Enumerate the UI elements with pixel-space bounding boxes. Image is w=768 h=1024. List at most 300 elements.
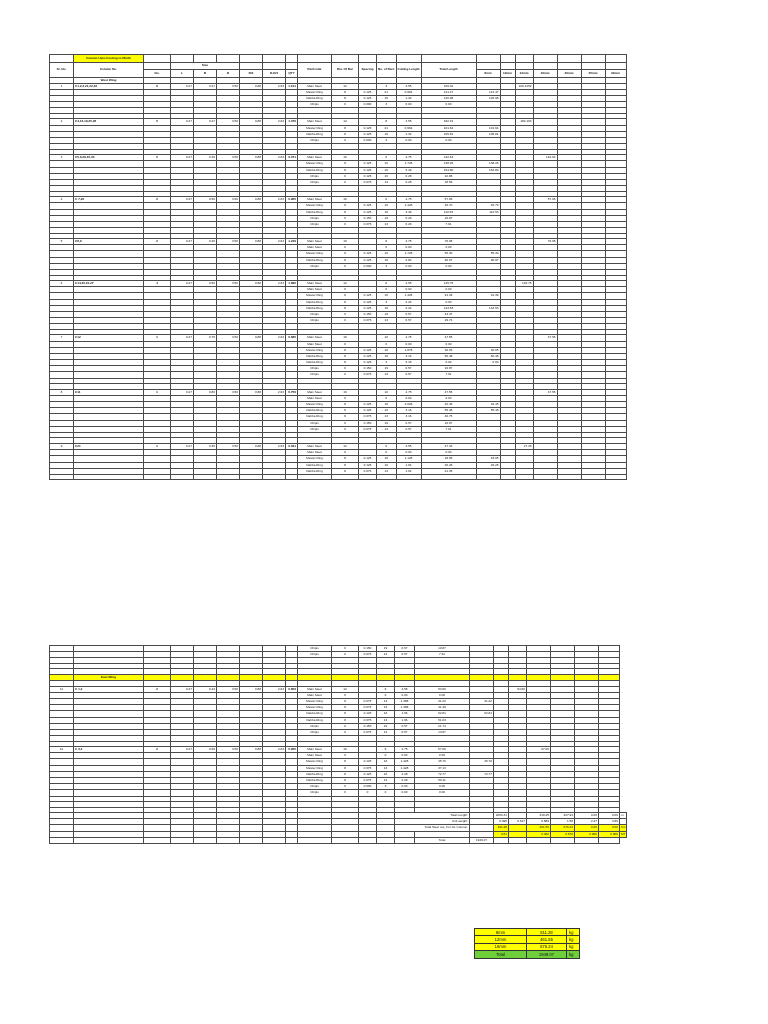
bar-dia: 8 bbox=[332, 778, 359, 784]
bar-dia: 0 bbox=[332, 341, 359, 347]
column-no: C5,6,29,15,30 bbox=[74, 155, 144, 161]
cutting-length: 0.00 bbox=[396, 450, 421, 456]
particular: Master Ring bbox=[298, 759, 332, 765]
d8-value: 62.81 bbox=[470, 711, 494, 717]
spacing: 0.125 bbox=[359, 293, 377, 299]
column-no: C 7,26 bbox=[74, 197, 144, 203]
bar-dia: 12 bbox=[332, 119, 359, 125]
summary-unit: kg bbox=[567, 951, 580, 958]
spacing: 0.150 bbox=[359, 366, 377, 372]
bar-count: 16 bbox=[377, 251, 397, 257]
spacing: 0.075 bbox=[359, 705, 377, 711]
bar-count: 13 bbox=[377, 729, 395, 735]
cutting-length: 0.57 bbox=[396, 311, 421, 317]
bar-count: 3 bbox=[377, 360, 397, 366]
cutting-length: 1.64 bbox=[396, 462, 421, 468]
particular: Dabba Ring bbox=[298, 717, 332, 723]
total-length: 0.00 bbox=[421, 395, 476, 401]
total-length: 27.33 bbox=[421, 443, 476, 449]
cutting-length: 1.388 bbox=[395, 705, 415, 711]
bar-dia: 8 bbox=[332, 131, 359, 137]
total-length: 0.00 bbox=[415, 753, 470, 759]
cutting-length: 1.128 bbox=[396, 456, 421, 462]
sr-no: 4 bbox=[50, 197, 74, 203]
dim-d4: 0.88 bbox=[240, 239, 263, 245]
qty: 0.905 bbox=[286, 747, 298, 753]
particular: Main Steel bbox=[298, 747, 332, 753]
dim-d4: 0.88 bbox=[240, 119, 263, 125]
total-length: 10.87 bbox=[421, 366, 476, 372]
dim-d4: 0.88 bbox=[240, 686, 263, 692]
steel-mt-unit: MT bbox=[621, 831, 626, 836]
sr-no: 8 bbox=[50, 389, 74, 395]
particular: Chipis bbox=[298, 138, 332, 144]
cutting-length: 0.00 bbox=[396, 395, 421, 401]
col-count: 1 bbox=[144, 335, 171, 341]
particular: Dabba Ring bbox=[298, 778, 332, 784]
empty-cell bbox=[194, 837, 217, 843]
col-d20-header: 20mm bbox=[557, 70, 581, 78]
empty-cell bbox=[476, 474, 500, 480]
bar-dia: 0 bbox=[332, 729, 359, 735]
dim-l: 0.27 bbox=[171, 239, 194, 245]
total_length-value: 427.93 bbox=[551, 813, 575, 819]
spacing: 0.150 bbox=[359, 420, 377, 426]
total-length: 51.03 bbox=[415, 717, 470, 723]
particular: Master Ring bbox=[298, 765, 332, 771]
empty-cell bbox=[551, 837, 575, 843]
cutting-length: 0.57 bbox=[396, 426, 421, 432]
spacing: 0.000 bbox=[359, 263, 377, 269]
qty: 1.101 bbox=[286, 83, 298, 89]
particular: Dabba Ring bbox=[298, 408, 332, 414]
particular: Chipis bbox=[298, 723, 332, 729]
particular: Dabba Ring bbox=[298, 167, 332, 173]
dim-l: 0.27 bbox=[171, 281, 194, 287]
unit_weight-label: Unit weight: bbox=[395, 819, 470, 825]
steel-mt-value: 0.000 bbox=[599, 831, 620, 837]
qty: 1.890 bbox=[286, 281, 298, 287]
dim-b: 0.50 bbox=[194, 197, 217, 203]
spacing: 0.125 bbox=[359, 209, 377, 215]
cutting-length: 0.28 bbox=[396, 179, 421, 185]
col-nobars-header: No. of Bars bbox=[377, 62, 397, 77]
total-length: 90.97 bbox=[421, 257, 476, 263]
cutting-length: 0.57 bbox=[396, 366, 421, 372]
particular: Dabba Ring bbox=[298, 96, 332, 102]
cutting-length: 0.00 bbox=[395, 784, 415, 790]
bar-dia: 8 bbox=[332, 257, 359, 263]
total-length: 109.32 bbox=[421, 83, 476, 89]
cutting-length: 1.728 bbox=[396, 251, 421, 257]
particular: Dabba Ring bbox=[298, 257, 332, 263]
cutting-length: 4.55 bbox=[396, 443, 421, 449]
bar-dia: 0 bbox=[332, 420, 359, 426]
bar-count: 19 bbox=[377, 646, 395, 652]
empty-cell bbox=[171, 55, 194, 63]
col-D-header: D bbox=[217, 70, 240, 78]
total-length: 76.08 bbox=[421, 239, 476, 245]
col-size-header: Size bbox=[171, 62, 240, 70]
particular: Main Steel bbox=[298, 395, 332, 401]
total-length: 62.81 bbox=[415, 711, 470, 717]
summary-unit: kg bbox=[567, 943, 580, 950]
col-d8-header: 8mm bbox=[476, 70, 500, 78]
cutting-length: 0.57 bbox=[396, 372, 421, 378]
empty-cell bbox=[332, 837, 359, 843]
bar-dia: 0 bbox=[332, 366, 359, 372]
particular: Chipis bbox=[298, 311, 332, 317]
bar-count: 16 bbox=[377, 209, 397, 215]
total-length: 41.49 bbox=[415, 705, 470, 711]
unit_weight-value: 3.86 bbox=[599, 819, 620, 825]
particular: Master Ring bbox=[298, 293, 332, 299]
bar-count: 16 bbox=[377, 353, 397, 359]
cutting-length: 0.00 bbox=[396, 138, 421, 144]
empty-cell bbox=[144, 837, 171, 843]
dim-l: 0.27 bbox=[171, 389, 194, 395]
total-length: 29.74 bbox=[421, 318, 476, 324]
bar-dia: 0 bbox=[332, 221, 359, 227]
empty-cell bbox=[377, 55, 397, 63]
cutting-length: 4.75 bbox=[396, 239, 421, 245]
dim-b: 0.80 bbox=[194, 389, 217, 395]
sheet-title: Column Upto Footing to Plinth bbox=[74, 55, 144, 63]
dim-d: 3.50 bbox=[217, 443, 240, 449]
empty-cell bbox=[240, 837, 263, 843]
particular: Main Steel bbox=[298, 119, 332, 125]
bar-count: 0 bbox=[377, 395, 397, 401]
spacing: 0.125 bbox=[359, 462, 377, 468]
empty-cell bbox=[194, 55, 217, 63]
bar-dia: 8 bbox=[332, 89, 359, 95]
cutting-length: 3.49 bbox=[396, 209, 421, 215]
bar-count: 16 bbox=[377, 408, 397, 414]
particular: Chipis bbox=[298, 372, 332, 378]
empty-cell bbox=[533, 62, 557, 70]
col-count: 2 bbox=[144, 747, 171, 753]
dim-d-d4: 2.63 bbox=[263, 239, 286, 245]
dim-l: 0.27 bbox=[171, 335, 194, 341]
particular: Main Steel bbox=[298, 443, 332, 449]
cutting-length: 0.28 bbox=[396, 173, 421, 179]
steel-schedule-bottom bbox=[49, 645, 627, 844]
total-length: 182.19 bbox=[421, 119, 476, 125]
cutting-length: 4.75 bbox=[396, 389, 421, 395]
total-value: 1949.07 bbox=[470, 837, 494, 843]
total-length: 7.61 bbox=[421, 426, 476, 432]
particular: Chipis bbox=[298, 729, 332, 735]
bar-count: 16 bbox=[377, 305, 397, 311]
unit_weight-value: 2.47 bbox=[575, 819, 599, 825]
cutting-length: 1.96 bbox=[395, 711, 415, 717]
spacing: 0.125 bbox=[359, 360, 377, 366]
total-length: 21.35 bbox=[421, 468, 476, 474]
total-length: 143.53 bbox=[421, 305, 476, 311]
empty-cell bbox=[50, 474, 74, 480]
d8-value: 126.98 bbox=[476, 96, 500, 102]
cutting-length: 0.29 bbox=[396, 221, 421, 227]
bar-count: 0 bbox=[377, 245, 397, 251]
steel-mt-value: 0.000 bbox=[575, 831, 599, 837]
dim-l: 0.27 bbox=[171, 747, 194, 753]
col-total-length-header: Total Length bbox=[421, 62, 476, 77]
summary-unit: kg bbox=[567, 929, 580, 936]
bar-count: 0 bbox=[377, 341, 397, 347]
header-row bbox=[50, 62, 627, 70]
bar-count: 0 bbox=[377, 753, 395, 759]
bar-count: 16 bbox=[377, 167, 397, 173]
particular: Main Steel bbox=[298, 450, 332, 456]
cutting-length: 1.428 bbox=[396, 293, 421, 299]
total-length: 0.00 bbox=[415, 692, 470, 698]
col-L-header: L bbox=[171, 70, 194, 78]
total-length: 0.00 bbox=[421, 287, 476, 293]
bar-count: 16 bbox=[377, 161, 397, 167]
dim-d-d4: 2.63 bbox=[263, 335, 286, 341]
empty-cell bbox=[217, 474, 240, 480]
unit_weight-value: 0.617 bbox=[509, 819, 527, 825]
empty-cell bbox=[240, 474, 263, 480]
bar-dia: 0 bbox=[332, 287, 359, 293]
spacing: 0.150 bbox=[359, 311, 377, 317]
cutting-length: 2.24 bbox=[396, 299, 421, 305]
total_length-label: Total Length: bbox=[395, 813, 470, 819]
bar-count: 3 bbox=[377, 784, 395, 790]
particular: Chipis bbox=[298, 784, 332, 790]
cutting-length: 0.00 bbox=[395, 753, 415, 759]
unit_weight-value: 1.58 bbox=[551, 819, 575, 825]
total-length: 7.61 bbox=[415, 652, 470, 658]
particular: Main Steel bbox=[298, 197, 332, 203]
bar-dia: 8 bbox=[332, 125, 359, 131]
bar-count: 0 bbox=[377, 450, 397, 456]
particular: Chipis bbox=[298, 221, 332, 227]
summary-value: 676.24 bbox=[527, 943, 567, 950]
cutting-length: 2.28 bbox=[395, 778, 415, 784]
total-length: 121.47 bbox=[421, 89, 476, 95]
bar-count: 8 bbox=[377, 119, 397, 125]
col-dia-header: Dia. Of Bar bbox=[332, 62, 359, 77]
bar-count: 3 bbox=[377, 299, 397, 305]
cutting-length: 1.388 bbox=[395, 698, 415, 704]
bar-dia: 16 bbox=[332, 239, 359, 245]
spacing: 0.075 bbox=[359, 729, 377, 735]
particular: Chipis bbox=[298, 102, 332, 108]
particular: Master Ring bbox=[298, 456, 332, 462]
total-length: 18.05 bbox=[421, 456, 476, 462]
spacing: 0.125 bbox=[359, 402, 377, 408]
bar-count: 19 bbox=[377, 723, 395, 729]
cutting-length: 1.32 bbox=[396, 96, 421, 102]
bar-dia: 8 bbox=[332, 347, 359, 353]
bar-dia: 12 bbox=[332, 443, 359, 449]
cutting-length: 0.00 bbox=[395, 790, 415, 796]
total-length: 41.22 bbox=[415, 698, 470, 704]
bar-count: 13 bbox=[377, 698, 395, 704]
empty-cell bbox=[359, 55, 377, 63]
cutting-length: 4.55 bbox=[396, 281, 421, 287]
cutting-length: 1.32 bbox=[396, 131, 421, 137]
col-B-header: B bbox=[194, 70, 217, 78]
empty-cell bbox=[527, 837, 551, 843]
bar-dia: 0 bbox=[332, 311, 359, 317]
qty: 0.756 bbox=[286, 389, 298, 395]
dim-d-d4: 2.63 bbox=[263, 686, 286, 692]
particular: Master Ring bbox=[298, 347, 332, 353]
empty-cell bbox=[263, 55, 286, 63]
bar-count: 21 bbox=[377, 125, 397, 131]
qty: 3.071 bbox=[286, 155, 298, 161]
d12-value: 54.66 bbox=[509, 686, 527, 692]
steel_kg-value: 0.00 bbox=[575, 825, 599, 831]
cutting-length: 0.57 bbox=[395, 646, 415, 652]
empty-cell bbox=[74, 474, 144, 480]
summary-value: 461.55 bbox=[527, 936, 567, 943]
empty-cell bbox=[377, 474, 397, 480]
empty-cell bbox=[194, 474, 217, 480]
sr-no: 1 bbox=[50, 83, 74, 89]
total-length: 47.55 bbox=[421, 335, 476, 341]
d8-value: 32.45 bbox=[476, 402, 500, 408]
column-no: C1,2,3,21,22,33 bbox=[74, 83, 144, 89]
d8-value: 45.70 bbox=[470, 759, 494, 765]
summary-row bbox=[475, 936, 580, 943]
bar-dia: 8 bbox=[332, 765, 359, 771]
d12-value: 145.75 bbox=[515, 281, 533, 287]
total_length-value: 0.00 bbox=[599, 813, 620, 819]
spacing: 0.125 bbox=[359, 257, 377, 263]
empty-cell bbox=[286, 837, 298, 843]
bar-count: 3 bbox=[377, 138, 397, 144]
total-length: 18.59 bbox=[421, 179, 476, 185]
bar-count: 19 bbox=[377, 311, 397, 317]
cutting-length: 4.75 bbox=[395, 747, 415, 753]
cutting-length: 4.75 bbox=[396, 155, 421, 161]
column-no: C8,9 bbox=[74, 239, 144, 245]
total-length: 21.74 bbox=[415, 723, 470, 729]
spacing: 0.000 bbox=[359, 784, 377, 790]
d8-value: 30.05 bbox=[476, 347, 500, 353]
west-wing-label: West Wing bbox=[74, 77, 144, 83]
bar-count: 16 bbox=[377, 402, 397, 408]
total_length-value: 0.00 bbox=[575, 813, 599, 819]
bar-dia: 16 bbox=[332, 197, 359, 203]
spacing: 0.125 bbox=[359, 408, 377, 414]
steel_kg-value: 676.24 bbox=[551, 825, 575, 831]
spacing: 0.125 bbox=[359, 711, 377, 717]
bar-count: 6 bbox=[377, 686, 395, 692]
bar-count: 16 bbox=[377, 257, 397, 263]
empty-cell bbox=[298, 474, 332, 480]
spacing: 0.150 bbox=[359, 646, 377, 652]
particular: Dabba Ring bbox=[298, 468, 332, 474]
spacing: 0.075 bbox=[359, 765, 377, 771]
cutting-length: 1.428 bbox=[395, 759, 415, 765]
total-length: 59.11 bbox=[415, 778, 470, 784]
spacing: 0.075 bbox=[359, 318, 377, 324]
dim-l: 0.27 bbox=[171, 686, 194, 692]
summary-table bbox=[474, 928, 580, 959]
total-label: Total bbox=[415, 837, 470, 843]
cutting-length: 0.964 bbox=[396, 125, 421, 131]
column-no: C21 bbox=[74, 443, 144, 449]
bar-count: 16 bbox=[377, 456, 397, 462]
spacing: 0.075 bbox=[359, 372, 377, 378]
blank-row bbox=[50, 474, 627, 480]
cutting-length: 0.57 bbox=[395, 723, 415, 729]
steel_kg-value: 0.00 bbox=[599, 825, 620, 831]
particular: Chipis bbox=[298, 318, 332, 324]
d12-value: 109.3152 bbox=[515, 83, 533, 89]
empty-cell bbox=[500, 55, 515, 63]
spacing: 0.125 bbox=[359, 305, 377, 311]
total-length: 0.00 bbox=[421, 450, 476, 456]
particular: Chipis bbox=[298, 263, 332, 269]
spacing: 0.075 bbox=[359, 221, 377, 227]
spacing: 0.125 bbox=[359, 131, 377, 137]
bar-count: 13 bbox=[377, 778, 395, 784]
bar-count: 13 bbox=[377, 179, 397, 185]
particular: Chipis bbox=[298, 646, 332, 652]
total-length: 145.75 bbox=[421, 281, 476, 287]
cutting-length: 4.55 bbox=[396, 119, 421, 125]
cutting-length: 3.16 bbox=[396, 360, 421, 366]
d8-value: 110.53 bbox=[476, 209, 500, 215]
summary-label: 16mm bbox=[475, 943, 527, 950]
particular: Chipis bbox=[298, 420, 332, 426]
col-d16-header: 16mm bbox=[533, 70, 557, 78]
summary-label: 8mm bbox=[475, 929, 527, 936]
spacing: 0 bbox=[359, 790, 377, 796]
bar-dia: 8 bbox=[332, 759, 359, 765]
steel_kg-value: 461.55 bbox=[527, 825, 551, 831]
d16-value: 57.06 bbox=[533, 197, 557, 203]
particular: Dabba Ring bbox=[298, 360, 332, 366]
bar-dia: 0 bbox=[332, 173, 359, 179]
empty-cell bbox=[217, 55, 240, 63]
total-length: 0.00 bbox=[421, 245, 476, 251]
spacing: 0.125 bbox=[359, 299, 377, 305]
totals-row bbox=[50, 837, 627, 843]
bar-count: 13 bbox=[377, 705, 395, 711]
d8-value: 91.39 bbox=[476, 293, 500, 299]
bar-dia: 8 bbox=[332, 293, 359, 299]
dim-l: 0.27 bbox=[171, 197, 194, 203]
col-d32-header: 32mm bbox=[605, 70, 626, 78]
spacing: 0.125 bbox=[359, 173, 377, 179]
particular: Dabba Ring bbox=[298, 305, 332, 311]
summary-value: 811.28 bbox=[527, 929, 567, 936]
bar-count: 6 bbox=[377, 443, 397, 449]
column-no: C12 bbox=[74, 335, 144, 341]
cutting-length: 0.57 bbox=[396, 318, 421, 324]
bar-dia: 16 bbox=[332, 155, 359, 161]
empty-cell bbox=[581, 55, 605, 63]
empty-cell bbox=[144, 62, 171, 70]
empty-cell bbox=[286, 62, 298, 70]
empty-cell bbox=[263, 62, 286, 70]
bar-dia: 12 bbox=[332, 686, 359, 692]
steel-mt-value: 0.81 bbox=[494, 831, 509, 837]
bar-dia: 8 bbox=[332, 705, 359, 711]
particular: Main Steel bbox=[298, 753, 332, 759]
steel_kg-label: Total Steel req. For GL Column: bbox=[395, 825, 470, 831]
empty-cell bbox=[332, 55, 359, 63]
empty-cell bbox=[476, 62, 500, 70]
total-length: 0.00 bbox=[421, 263, 476, 269]
bar-dia: 0 bbox=[332, 692, 359, 698]
